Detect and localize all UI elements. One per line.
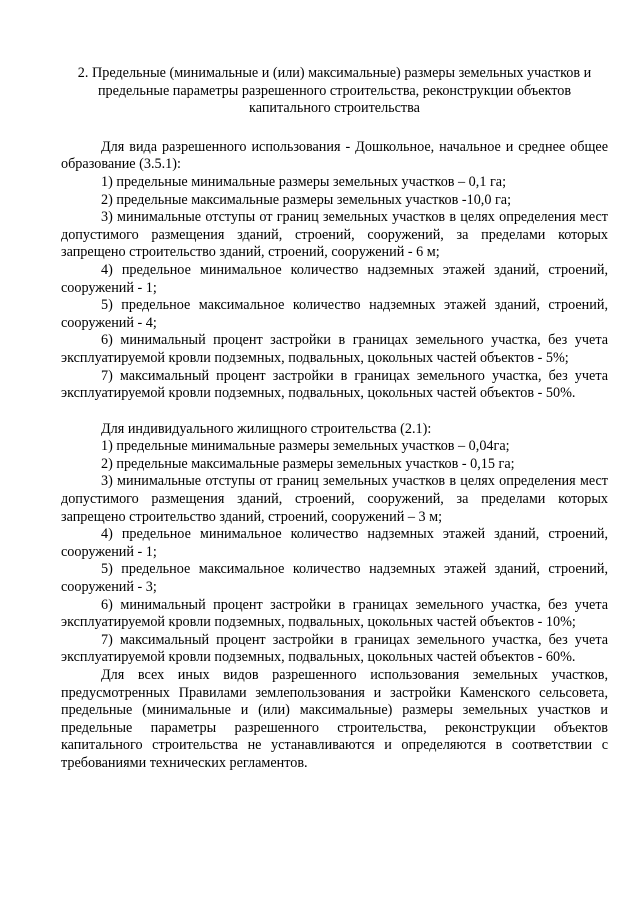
section-intro: Для индивидуального жилищного строительства (2.1): [101,420,432,437]
section-individual-housing [61,421,608,667]
list-item: 4) предельное минимальное количество надземных этажей зданий, строений, сооружений - 1; [61,261,608,296]
list-item: 6) минимальный процент застройки в границах земельного участка, без учета эксплуатируемой кровли подземных, подвальных, цокольных частей объектов - 5%; [61,332,608,366]
section-heading: 2. Предельные (минимальные и (или) максимальные) размеры земельных участков и предельные параметры разрешенного строительства, реконструкции объектов капитального строительства [77,65,592,117]
list-item: 5) предельное максимальное количество надземных этажей зданий, строений, сооружений - 4; [61,297,608,331]
list-item: 3) минимальные отступы от границ земельных участков в целях определения мест допустимого размещения зданий, строений, сооружений, за пределами которых запрещено строительство зданий, строений, сооружений - 6 м; [61,209,608,261]
list-item: 2) предельные максимальные размеры земельных участков - 0,15 га; [101,455,515,472]
list-item: 3) минимальные отступы от границ земельных участков в целях определения мест допустимого размещения зданий, строений, сооружений, за пределами которых запрещено строительство зданий, строений, сооружений – 3 м; [61,473,608,525]
paragraph-gap [61,403,608,421]
list-item: 6) минимальный процент застройки в границах земельного участка, без учета эксплуатируемой кровли подземных, подвальных, цокольных частей объектов - 10%; [61,596,608,631]
section-intro: Для вида разрешенного использования - Дошкольное, начальное и среднее общее образование (3.5.1): [61,138,608,173]
list-item: 5) предельное максимальное количество надземных этажей зданий, строений, сооружений - 3; [61,561,608,596]
list-item: 7) максимальный процент застройки в границах земельного участка, без учета эксплуатируемой кровли подземных, подвальных, цокольных частей объектов - 50%. [61,367,608,402]
list-item: 2) предельные максимальные размеры земельных участков -10,0 га; [101,191,512,208]
list-item: 7) максимальный процент застройки в границах земельного участка, без учета эксплуатируемой кровли подземных, подвальных, цокольных частей объектов - 60%. [61,631,608,666]
list-item: 1) предельные минимальные размеры земельных участков – 0,1 га; [101,173,507,190]
closing-paragraph: Для всех иных видов разрешенного использования земельных участков, предусмотренных Правилами землепользования и застройки Каменского сельсовета, предельные (минимальные и (или) максимальные) размеры земельных участков и предельные параметры разрешенного строительства, реконструкции объектов капитального строительства не устанавливаются и определяются в соответствии с требованиями технических регламентов. [61,667,608,771]
list-item: 1) предельные минимальные размеры земельных участков – 0,04га; [101,438,510,455]
list-item: 4) предельное минимальное количество надземных этажей зданий, строений, сооружений - 1; [61,526,608,560]
section-preschool-education [61,139,608,403]
